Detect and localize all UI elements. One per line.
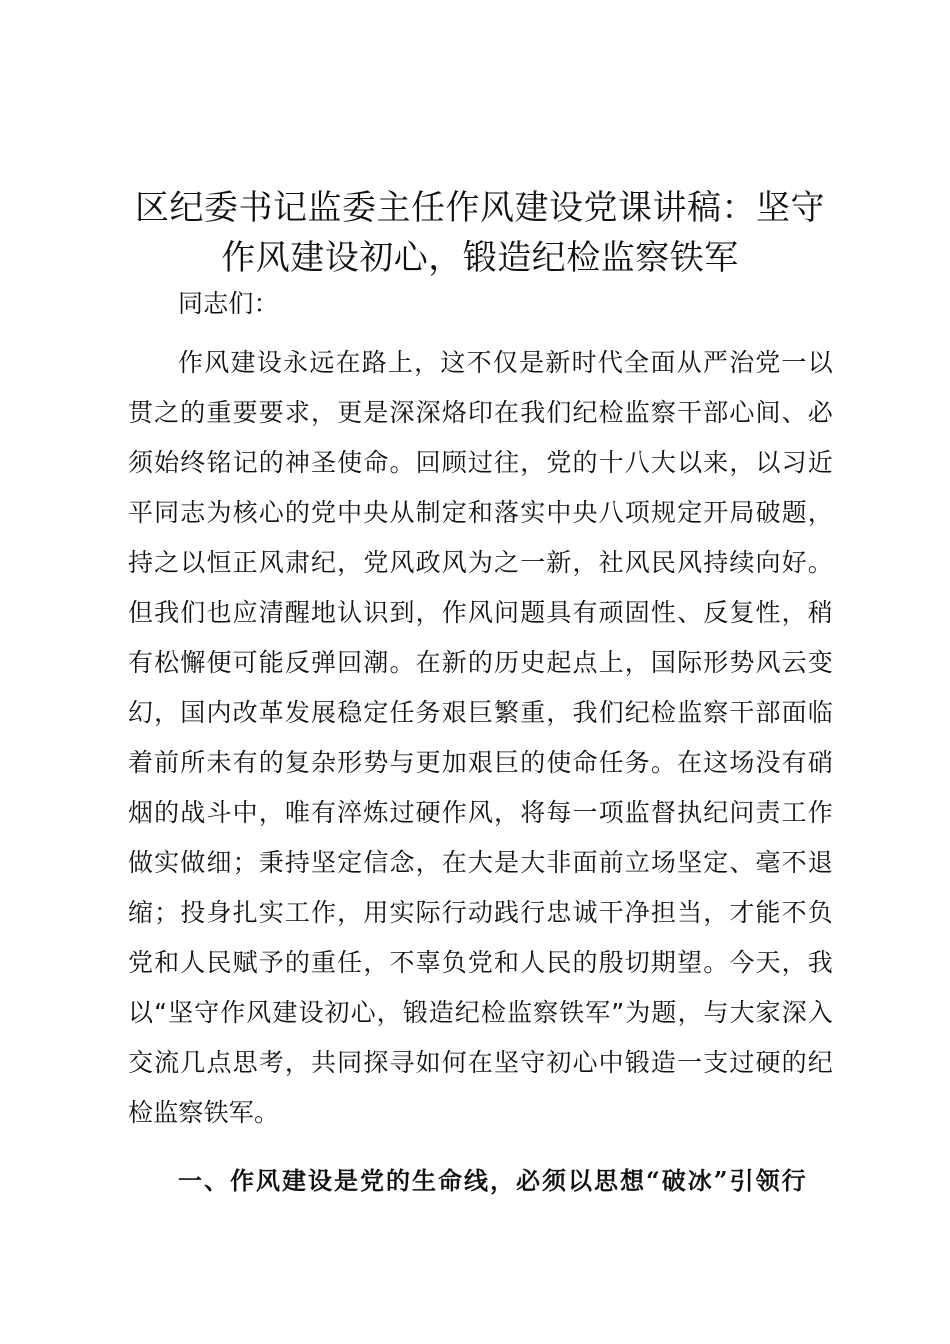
salutation: 同志们： (178, 289, 279, 318)
section-heading-1: 一、作风建设是党的生命线，必须以思想“破冰”引领行 (178, 1166, 808, 1195)
document-body (128, 280, 833, 1206)
paragraph-1: 作风建设永远在路上，这不仅是新时代全面从严治党一以贯之的重要要求，更是深深烙印在我们纪检监察干部心间、必须始终铭记的神圣使命。回顾过往，党的十八大以来，以习近平同志为核心的党中央从制定和落实中央八项规定开局破题，持之以恒正风肃纪，党风政风为之一新，社风民风持续向好。但我们也应清醒地认识到，作风问题具有顽固性、反复性，稍有松懈便可能反弹回潮。在新的历史起点上，国际形势风云变幻，国内改革发展稳定任务艰巨繁重，我们纪检监察干部面临着前所未有的复杂形势与更加艰巨的使命任务。在这场没有硝烟的战斗中，唯有淬炼过硬作风，将每一项监督执纪问责工作做实做细；秉持坚定信念，在大是大非面前立场坚定、毫不退缩；投身扎实工作，用实际行动践行忠诚干净担当，才能不负党和人民赋予的重任，不辜负党和人民的殷切期望。今天，我以“坚守作风建设初心，锻造纪检监察铁军”为题，与大家深入交流几点思考，共同探寻如何在坚守初心中锻造一支过硬的纪检监察铁军。 (128, 348, 833, 1127)
title-line-2: 作风建设初心，锻造纪检监察铁军 (221, 238, 739, 278)
title-line-1: 区纪委书记监委主任作风建设党课讲稿：坚守 (135, 188, 825, 228)
document-title (100, 183, 860, 283)
